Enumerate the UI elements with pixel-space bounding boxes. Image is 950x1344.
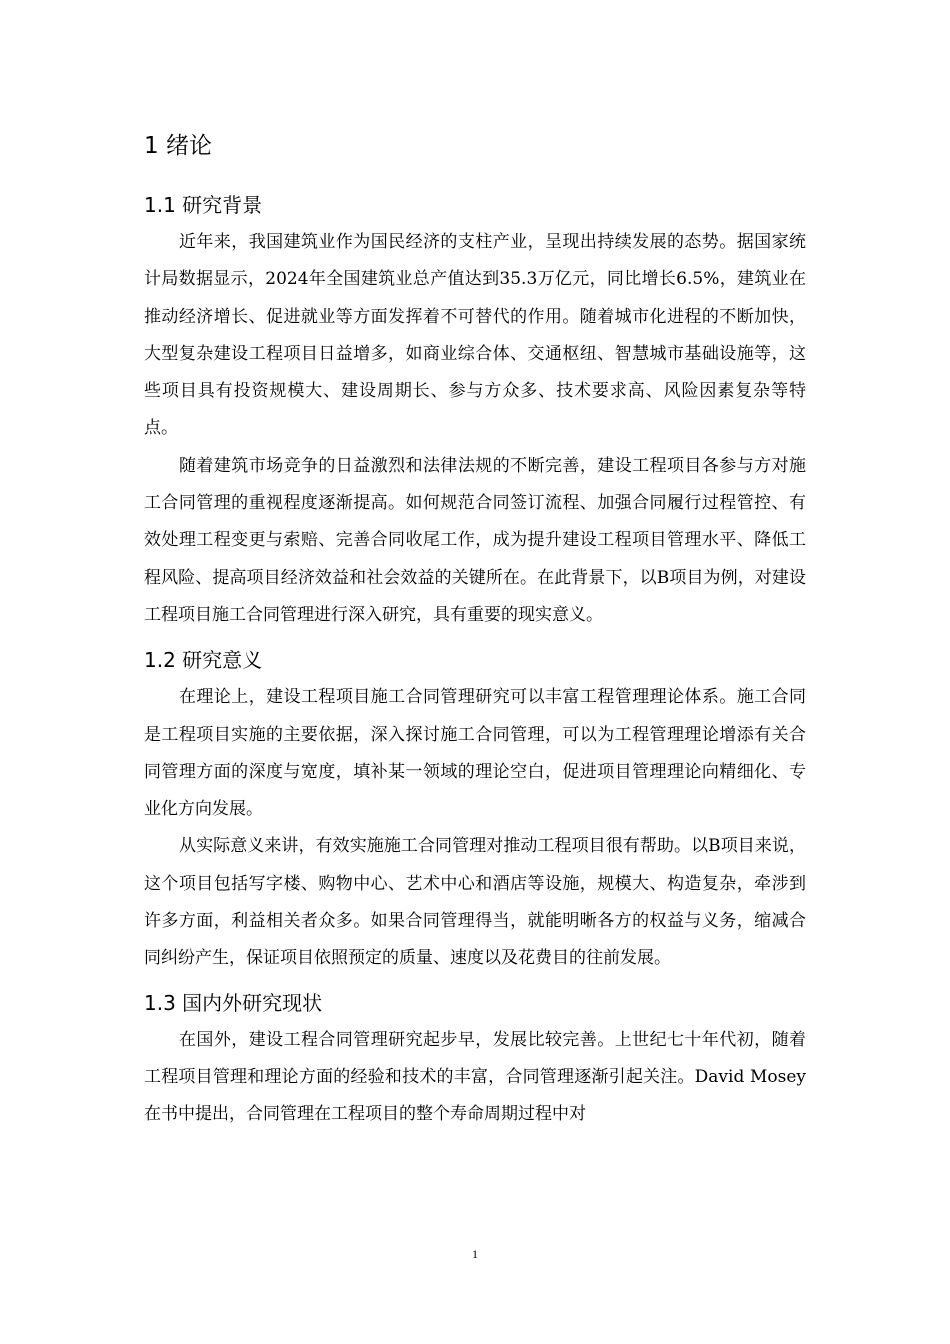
paragraph: 从实际意义来讲，有效实施施工合同管理对推动工程项目很有帮助。以B项目来说，这个项目包括写字楼、购物中心、艺术中心和酒店等设施，规模大、构造复杂，牵涉到许多方面，利益相关者众多。如果合同管理得当，就能明晰各方的权益与义务，缩减合同纠纷产生，保证项目依照预定的质量、速度以及花费目的往前发展。	[144, 836, 806, 969]
section-heading-background: 1.1 研究背景	[144, 193, 263, 217]
paragraph: 近年来，我国建筑业作为国民经济的支柱产业，呈现出持续发展的态势。据国家统计局数据显示，2024年全国建筑业总产值达到35.3万亿元，同比增长6.5%，建筑业在推动经济增长、促进就业等方面发挥着不可替代的作用。随着城市化进程的不断加快，大型复杂建设工程项目日益增多，如商业综合体、交通枢纽、智慧城市基础设施等，这些项目具有投资规模大、建设周期长、参与方众多、技术要求高、风险因素复杂等特点。	[144, 232, 806, 439]
section-heading-significance: 1.2 研究意义	[144, 648, 263, 673]
section-heading-research-status: 1.3 国内外研究现状	[144, 990, 323, 1015]
paragraph: 随着建筑市场竞争的日益激烈和法律法规的不断完善，建设工程项目各参与方对施工合同管理的重视程度逐渐提高。如何规范合同签订流程、加强合同履行过程管控、有效处理工程变更与索赔、完善合同收尾工作，成为提升建设工程项目管理水平、降低工程风险、提高项目经济效益和社会效益的关键所在。在此背景下，以B项目为例，对建设工程项目施工合同管理进行深入研究，具有重要的现实意义。	[144, 455, 806, 625]
page-number: 1	[472, 1247, 478, 1261]
paragraph: 在理论上，建设工程项目施工合同管理研究可以丰富工程管理理论体系。施工合同是工程项目实施的主要依据，深入探讨施工合同管理，可以为工程管理理论增添有关合同管理方面的深度与宽度，填补某一领域的理论空白，促进项目管理理论向精细化、专业化方向发展。	[144, 687, 806, 820]
page-body	[144, 126, 806, 1134]
paragraph: 在国外，建设工程合同管理研究起步早，发展比较完善。上世纪七十年代初，随着工程项目管理和理论方面的经验和技术的丰富，合同管理逐渐引起关注。David Mosey在书中提出，合同管理在工程项目的整个寿命周期过程中对	[144, 1029, 806, 1125]
chapter-title: 1 绪论	[144, 133, 212, 159]
